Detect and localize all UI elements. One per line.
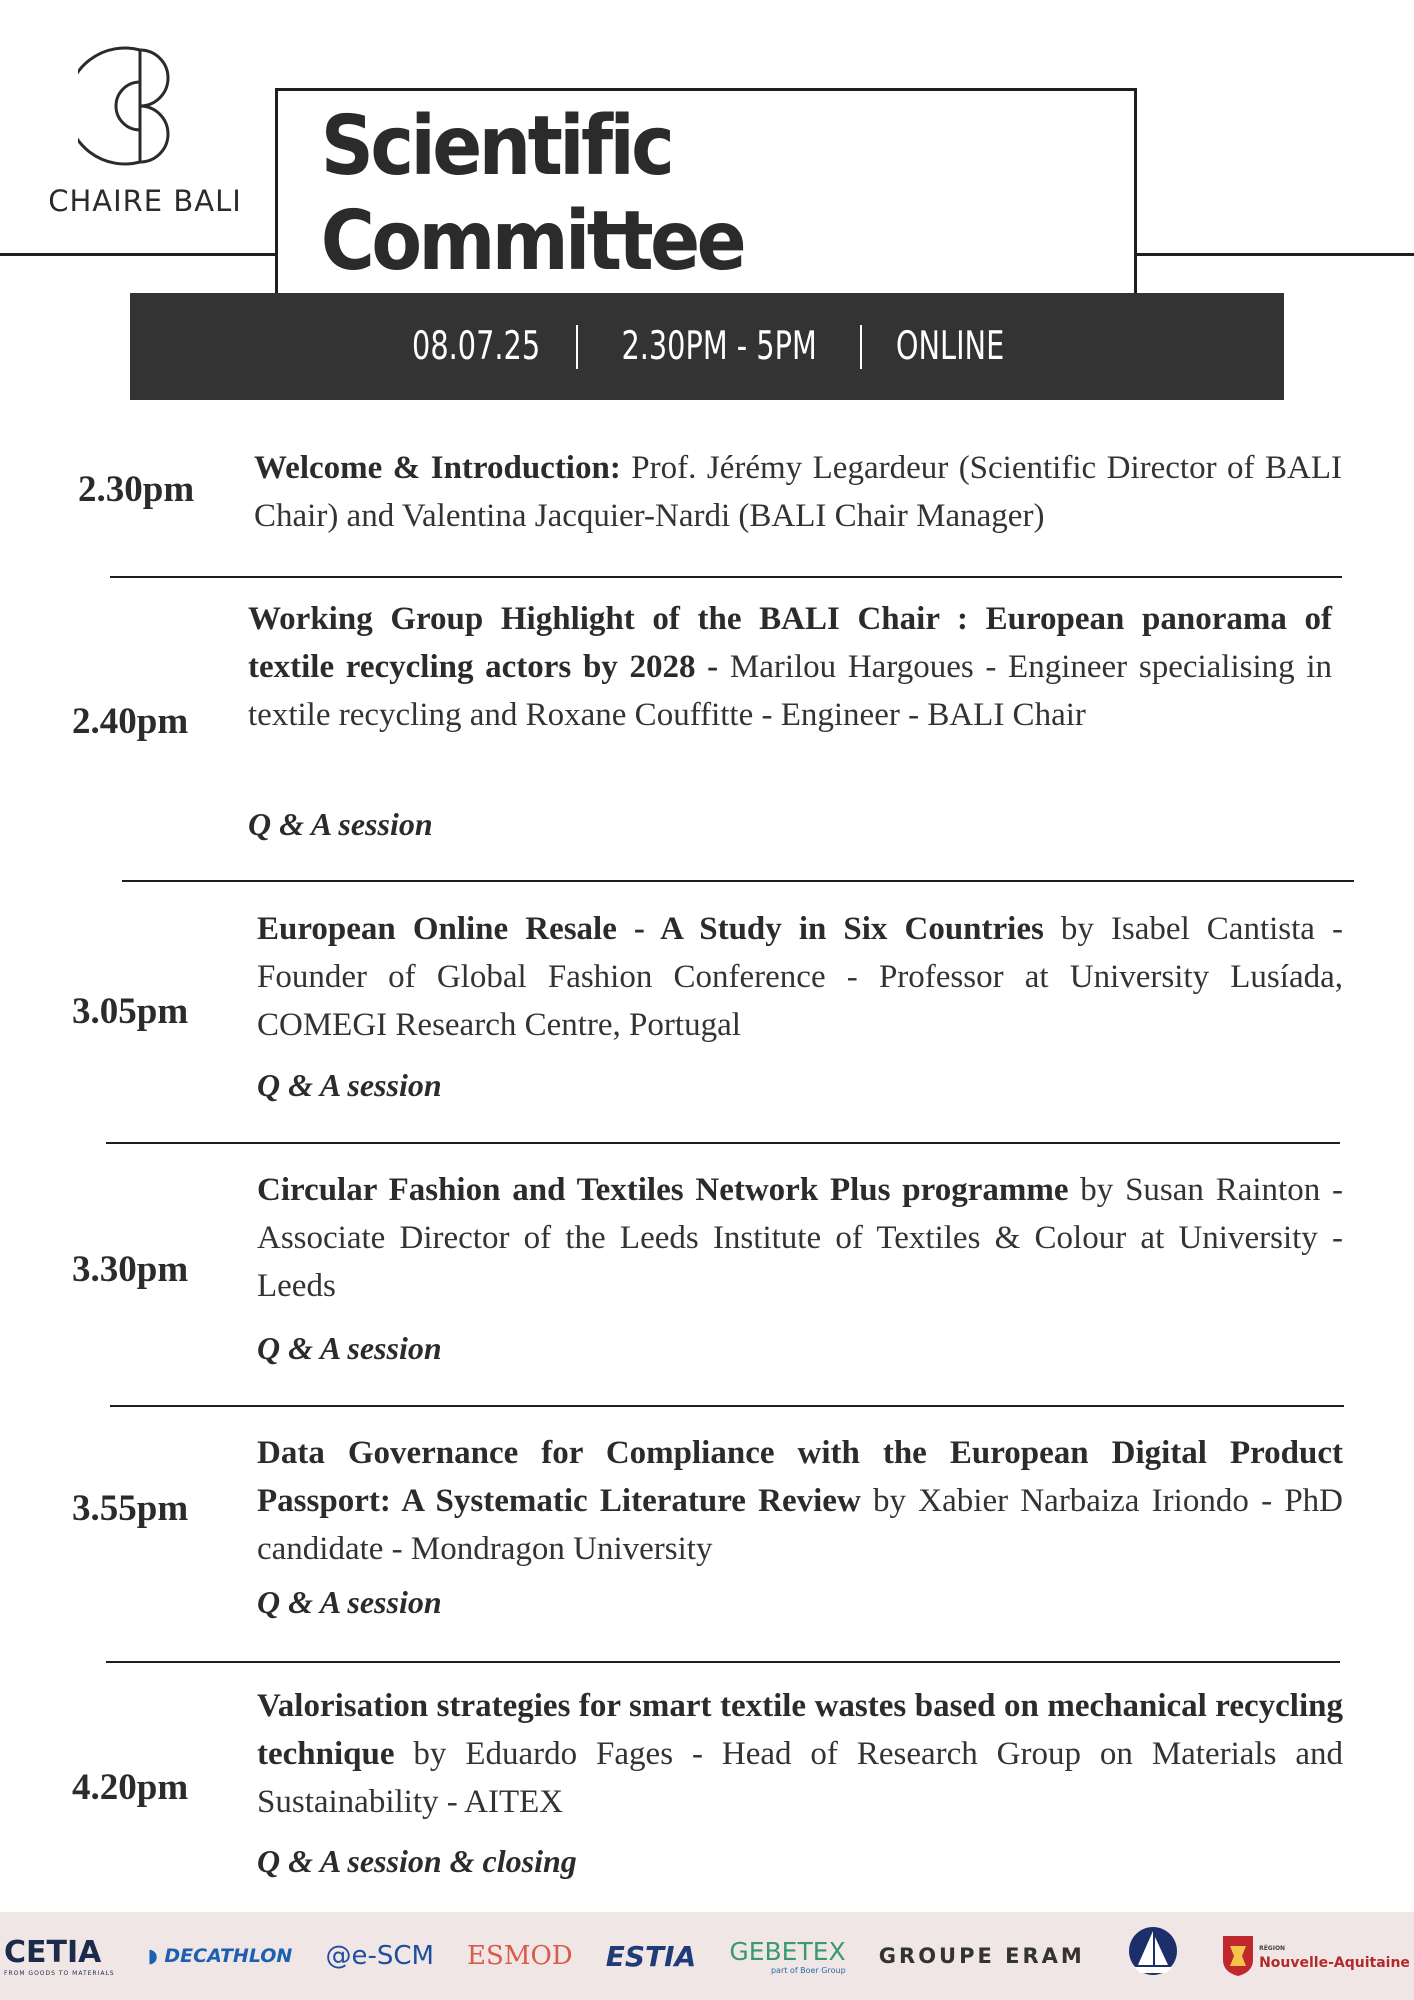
title-box <box>275 88 1137 300</box>
agenda-divider <box>110 1405 1344 1407</box>
decathlon-mark-icon: ◗ <box>147 1945 158 1967</box>
agenda-speakers: by Xabier Narbaiza Iriondo - PhD candidate - Mondragon University <box>257 1483 1344 1567</box>
agenda-divider <box>110 576 1342 578</box>
decathlon-logo <box>148 1945 293 1967</box>
region-name: Nouvelle-Aquitaine <box>1259 1955 1410 1971</box>
event-info-bar <box>130 293 1284 400</box>
agenda-time: 4.20pm <box>72 1767 189 1808</box>
agenda-title: Welcome & Introduction: <box>254 450 621 486</box>
agenda-speakers: Marilou Hargoues - Engineer specialising in textile recycling and Roxane Couffitte - Engineer - BALI Chair <box>248 649 1332 733</box>
agenda-time: 3.05pm <box>72 991 189 1032</box>
agenda-title: Data Governance for Compliance with the European Digital Product Passport: A Systematic Literature Review <box>257 1435 1343 1519</box>
logo-text: CHAIRE BALI <box>48 184 242 218</box>
sailboat-icon <box>1118 1921 1188 1991</box>
qa-session-label: Q & A session <box>248 806 433 842</box>
cetia-logo <box>4 1935 115 1977</box>
cetia-name: CETIA <box>4 1935 102 1970</box>
region-shield-icon <box>1221 1934 1255 1978</box>
gebetex-name: GEBETEX <box>729 1937 846 1966</box>
cb-monogram-icon <box>78 44 208 169</box>
agenda-title: Valorisation strategies for smart textile wastes based on mechanical recycling technique <box>257 1688 1343 1772</box>
agenda-time: 3.30pm <box>72 1249 189 1290</box>
agenda-description <box>248 595 1332 739</box>
cetia-tagline: FROM GOODS TO MATERIALS <box>4 1970 115 1977</box>
chaire-bali-logo <box>40 44 250 224</box>
agenda-speakers: by Isabel Cantista - Founder of Global Fashion Conference - Professor at University Lusíada, COMEGI Research Centre, Portugal <box>257 911 1343 1043</box>
agenda-divider <box>122 880 1354 882</box>
agenda-description <box>257 1682 1343 1826</box>
event-date: 08.07.25 <box>411 324 540 369</box>
agenda-time: 2.30pm <box>78 469 195 510</box>
escm-at-icon: @ <box>325 1941 352 1971</box>
qa-session-label: Q & A session & closing <box>257 1843 577 1879</box>
agenda-title: European Online Resale - A Study in Six Countries <box>257 911 1044 947</box>
agenda-time: 3.55pm <box>72 1488 189 1529</box>
divider <box>860 325 862 369</box>
petit-bateau-logo <box>1118 1921 1188 1991</box>
estia-logo: ESTIA <box>605 1939 697 1973</box>
escm-logo <box>325 1941 433 1971</box>
nouvelle-aquitaine-logo <box>1221 1934 1410 1978</box>
region-label: RÉGION <box>1259 1945 1286 1952</box>
divider <box>576 325 578 369</box>
agenda-speakers: Prof. Jérémy Legardeur (Scientific Director of BALI Chair) and Valentina Jacquier-Nardi (BALI Chair Manager) <box>254 450 1343 534</box>
gebetex-tagline: part of Boer Group <box>770 1966 846 1975</box>
esmod-logo: ESMOD <box>467 1941 573 1971</box>
agenda-title: Working Group Highlight of the BALI Chair : European panorama of textile recycling actors by 2028 - <box>248 601 1332 685</box>
agenda-description <box>257 905 1343 1049</box>
event-time: 2.30PM - 5PM <box>621 324 817 369</box>
escm-name: e-SCM <box>351 1941 434 1971</box>
agenda-title: Circular Fashion and Textiles Network Plus programme <box>257 1172 1069 1208</box>
groupe-eram-logo: GROUPE ERAM <box>878 1944 1085 1968</box>
agenda-time: 2.40pm <box>72 701 189 742</box>
qa-session-label: Q & A session <box>257 1067 442 1103</box>
agenda-description <box>254 444 1342 540</box>
agenda-divider <box>106 1142 1340 1144</box>
qa-session-label: Q & A session <box>257 1584 442 1620</box>
decathlon-name: DECATHLON <box>164 1945 293 1967</box>
agenda-divider <box>106 1661 1340 1663</box>
agenda-description <box>257 1429 1343 1573</box>
agenda-speakers: by Susan Rainton - Associate Director of the Leeds Institute of Textiles & Colour at University - Leeds <box>257 1172 1343 1304</box>
agenda-description <box>257 1166 1343 1310</box>
sponsor-logo-strip <box>0 1912 1414 2000</box>
agenda-speakers: by Eduardo Fages - Head of Research Group on Materials and Sustainability - AITEX <box>257 1736 1343 1820</box>
qa-session-label: Q & A session <box>257 1330 442 1366</box>
event-mode: ONLINE <box>896 324 1005 369</box>
gebetex-logo <box>729 1937 845 1975</box>
page-title: Scientific Committee <box>320 99 744 289</box>
